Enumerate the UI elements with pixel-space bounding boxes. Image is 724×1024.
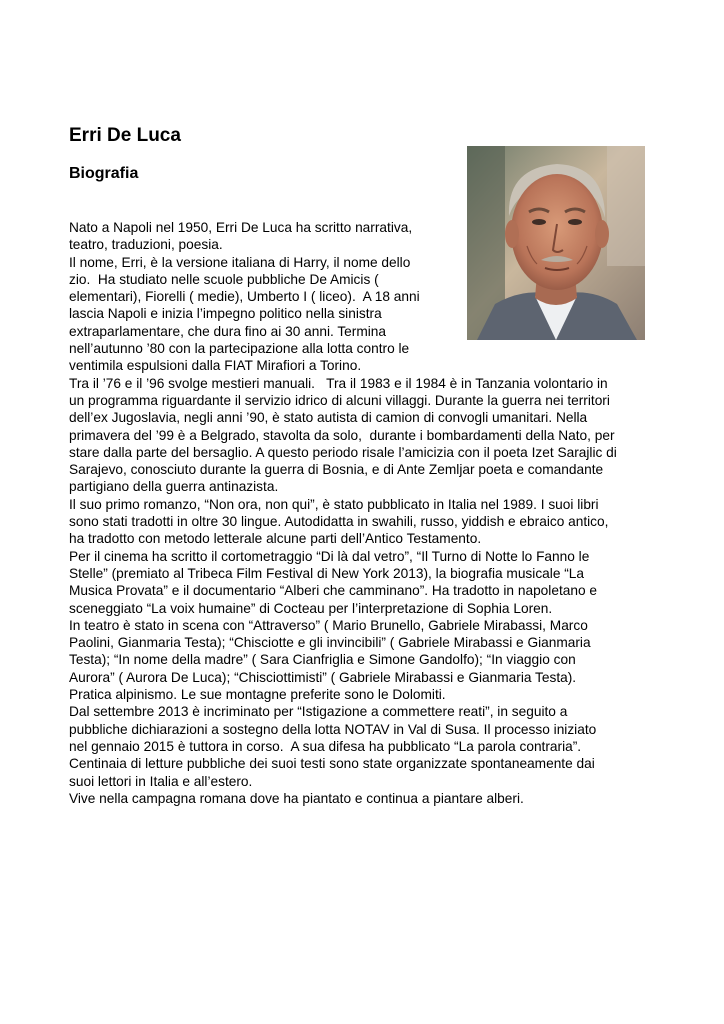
biography-line: Centinaia di letture pubbliche dei suoi testi sono state organizzate spontaneamente dai (69, 756, 595, 772)
page-title: Erri De Luca (69, 125, 181, 146)
biography-line: teatro, traduzioni, poesia. (69, 237, 223, 253)
biography-line: Il suo primo romanzo, “Non ora, non qui”, è stato pubblicato in Italia nel 1989. I suoi libri (69, 496, 599, 512)
biography-line: Sarajevo, conosciuto durante la guerra di Bosnia, e di Ante Zemljar poeta e comandante (69, 462, 604, 478)
biography-line: Dal settembre 2013 è incriminato per “Istigazione a commettere reati”, in seguito a (69, 704, 568, 720)
biography-line: Musica Provata” e il documentario “Alberi che camminano”. Ha tradotto in napoletano e (69, 583, 597, 599)
biography-line: Pratica alpinismo. Le sue montagne preferite sono le Dolomiti. (69, 687, 446, 703)
biography-line: partigiano della guerra antinazista. (69, 479, 279, 495)
biography-line: stare dalla parte del bersaglio. A questo periodo risale l’amicizia con il poeta Izet Sarajlic di (69, 444, 617, 460)
biography-line: Il nome, Erri, è la versione italiana di Harry, il nome dello (69, 254, 411, 270)
biography-line: un programma riguardante il servizio idrico di alcuni villaggi. Durante la guerra nei territori (69, 392, 610, 408)
biography-line: extraparlamentare, che dura fino ai 30 anni. Termina (69, 323, 387, 339)
biography-line: Tra il ’76 e il ’96 svolge mestieri manuali. Tra il 1983 e il 1984 è in Tanzania volontario in (69, 375, 608, 391)
biography-line: In teatro è stato in scena con “Attraverso” ( Mario Brunello, Gabriele Mirabassi, Marco (69, 617, 588, 633)
biography-line: ha tradotto con metodo letterale alcune parti dell’Antico Testamento. (69, 531, 482, 547)
biography-line: zio. Ha studiato nelle scuole pubbliche De Amicis ( (69, 271, 379, 287)
biography-line: pubbliche dichiarazioni a sostegno della lotta NOTAV in Val di Susa. Il processo iniziato (69, 721, 597, 737)
biography-line: dell’ex Jugoslavia, negli anni ’90, è stato autista di camion di convogli umanitari. Nella (69, 410, 588, 426)
biography-line: Nato a Napoli nel 1950, Erri De Luca ha scritto narrativa, (69, 220, 413, 235)
biography-text (69, 219, 669, 807)
biography-line: nell’autunno ’80 con la partecipazione alla lotta contro le (69, 341, 410, 357)
biography-line: Aurora” ( Aurora De Luca); “Chisciottimisti” ( Gabriele Mirabassi e Gianmaria Testa). (69, 669, 577, 685)
biography-line: elementari), Fiorelli ( medie), Umberto I ( liceo). A 18 anni (69, 289, 420, 305)
biography-line: Testa); “In nome della madre” ( Sara Cianfriglia e Simone Gandolfo); “In viaggio con (69, 652, 576, 668)
biography-line: sono stati tradotti in oltre 30 lingue. Autodidatta in swahili, russo, yiddish e ebraico antico, (69, 514, 609, 530)
biography-line: ventimila espulsioni dalla FIAT Mirafiori a Torino. (69, 358, 362, 374)
biography-line: Stelle” (premiato al Tribeca Film Festival di New York 2013), la biografia musicale “La (69, 565, 585, 581)
biography-line: Paolini, Gianmaria Testa); “Chisciotte e gli invincibili” ( Gabriele Mirabassi e Gianmaria (69, 635, 591, 651)
page-subtitle: Biografia (69, 165, 139, 182)
biography-line: nel gennaio 2015 è tuttora in corso. A sua difesa ha pubblicato “La parola contraria”. (69, 738, 582, 754)
biography-line: sceneggiato “La voix humaine” di Cocteau per l’interpretazione di Sophia Loren. (69, 600, 553, 616)
biography-line: Per il cinema ha scritto il cortometraggio “Di là dal vetro”, “Il Turno di Notte lo Fanno le (69, 548, 590, 564)
biography-line: primavera del ’99 è a Belgrado, stavolta da solo, durante i bombardamenti della Nato, per (69, 427, 615, 443)
biography-line: Vive nella campagna romana dove ha piantato e continua a piantare alberi. (69, 790, 524, 806)
biography-line: lascia Napoli e inizia l’impegno politico nella sinistra (69, 306, 382, 322)
biography-line: suoi lettori in Italia e all’estero. (69, 773, 253, 789)
